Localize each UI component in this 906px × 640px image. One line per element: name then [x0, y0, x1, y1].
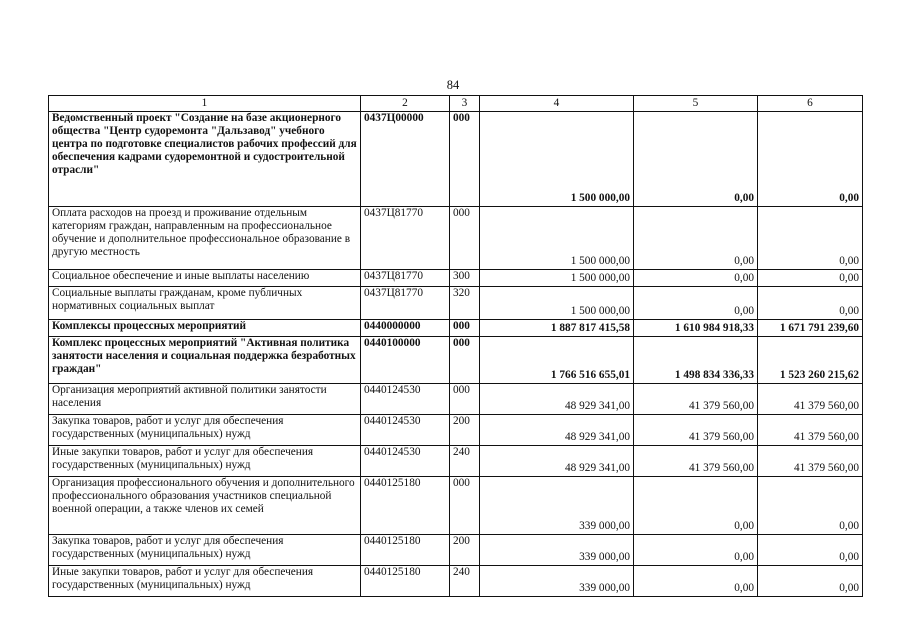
row-name-cell: Иные закупки товаров, работ и услуг для обеспечения государственных (муниципальных) нужд [49, 566, 361, 597]
row-value-3-cell: 0,00 [758, 566, 863, 597]
row-type-cell: 200 [450, 535, 480, 566]
row-value-1-cell: 1 766 516 655,01 [480, 337, 634, 384]
row-name-cell: Оплата расходов на проезд и проживание отдельным категориям граждан, направленным на профессиональное обучение и дополнительное профессиональное образование в другую местность [49, 207, 361, 270]
row-value-2-cell: 0,00 [634, 566, 758, 597]
row-type-cell: 240 [450, 566, 480, 597]
row-name-cell: Социальные выплаты гражданам, кроме публичных нормативных социальных выплат [49, 287, 361, 320]
row-type-cell: 240 [450, 446, 480, 477]
row-type-cell: 000 [450, 112, 480, 207]
row-value-3-cell: 41 379 560,00 [758, 446, 863, 477]
row-type-cell: 200 [450, 415, 480, 446]
row-value-2-cell: 41 379 560,00 [634, 415, 758, 446]
row-value-3-cell: 0,00 [758, 270, 863, 287]
row-value-1-cell: 48 929 341,00 [480, 446, 634, 477]
page-number: 84 [446, 78, 460, 92]
row-name-cell: Закупка товаров, работ и услуг для обеспечения государственных (муниципальных) нужд [49, 535, 361, 566]
row-type-cell: 000 [450, 337, 480, 384]
row-value-2-cell: 41 379 560,00 [634, 446, 758, 477]
row-value-2-cell: 41 379 560,00 [634, 384, 758, 415]
row-value-3-cell: 41 379 560,00 [758, 415, 863, 446]
row-value-1-cell: 48 929 341,00 [480, 384, 634, 415]
row-name-cell: Организация мероприятий активной политики занятости населения [49, 384, 361, 415]
row-value-3-cell: 0,00 [758, 477, 863, 535]
row-value-3-cell: 0,00 [758, 112, 863, 207]
table-row [49, 535, 863, 566]
row-value-1-cell: 1 500 000,00 [480, 207, 634, 270]
table-row [49, 477, 863, 535]
row-name-cell: Комплексы процессных мероприятий [49, 320, 361, 337]
row-value-1-cell: 1 887 817 415,58 [480, 320, 634, 337]
column-header-5: 5 [634, 96, 758, 112]
row-value-1-cell: 339 000,00 [480, 535, 634, 566]
row-value-2-cell: 0,00 [634, 477, 758, 535]
column-header-2: 2 [361, 96, 450, 112]
row-name-cell: Социальное обеспечение и иные выплаты населению [49, 270, 361, 287]
row-value-2-cell: 0,00 [634, 112, 758, 207]
row-value-1-cell: 339 000,00 [480, 566, 634, 597]
row-type-cell: 000 [450, 207, 480, 270]
row-code-cell: 0440124530 [361, 384, 450, 415]
table-row [49, 566, 863, 597]
row-value-2-cell: 0,00 [634, 270, 758, 287]
column-header-4: 4 [480, 96, 634, 112]
table-row [49, 320, 863, 337]
row-code-cell: 0440125180 [361, 535, 450, 566]
row-value-1-cell: 1 500 000,00 [480, 287, 634, 320]
row-value-3-cell: 0,00 [758, 535, 863, 566]
row-type-cell: 320 [450, 287, 480, 320]
budget-table [48, 95, 863, 597]
column-header-3: 3 [450, 96, 480, 112]
table-row [49, 384, 863, 415]
row-value-2-cell: 1 610 984 918,33 [634, 320, 758, 337]
row-value-1-cell: 1 500 000,00 [480, 112, 634, 207]
row-value-3-cell: 0,00 [758, 207, 863, 270]
row-value-3-cell: 1 671 791 239,60 [758, 320, 863, 337]
table-row [49, 446, 863, 477]
row-type-cell: 000 [450, 477, 480, 535]
row-code-cell: 0437Ц81770 [361, 270, 450, 287]
table-row [49, 270, 863, 287]
row-value-3-cell: 41 379 560,00 [758, 384, 863, 415]
table-header-row [49, 96, 863, 112]
column-header-1: 1 [49, 96, 361, 112]
row-type-cell: 000 [450, 320, 480, 337]
row-code-cell: 0437Ц81770 [361, 207, 450, 270]
row-value-3-cell: 0,00 [758, 287, 863, 320]
table-row [49, 112, 863, 207]
row-type-cell: 300 [450, 270, 480, 287]
row-code-cell: 0437Ц00000 [361, 112, 450, 207]
row-value-1-cell: 48 929 341,00 [480, 415, 634, 446]
row-value-1-cell: 1 500 000,00 [480, 270, 634, 287]
row-value-3-cell: 1 523 260 215,62 [758, 337, 863, 384]
row-name-cell: Закупка товаров, работ и услуг для обеспечения государственных (муниципальных) нужд [49, 415, 361, 446]
row-name-cell: Ведомственный проект "Создание на базе акционерного общества "Центр судоремонта "Дальзавод" учебного центра по подготовке специалистов рабочих профессий для обеспечения кадрами судоремонтной и судостроительной отрасли" [49, 112, 361, 207]
row-value-2-cell: 0,00 [634, 207, 758, 270]
table-row [49, 207, 863, 270]
row-code-cell: 0440124530 [361, 415, 450, 446]
row-value-2-cell: 0,00 [634, 535, 758, 566]
row-value-2-cell: 1 498 834 336,33 [634, 337, 758, 384]
row-code-cell: 0440000000 [361, 320, 450, 337]
row-value-1-cell: 339 000,00 [480, 477, 634, 535]
table-row [49, 287, 863, 320]
row-type-cell: 000 [450, 384, 480, 415]
row-code-cell: 0440124530 [361, 446, 450, 477]
row-name-cell: Организация профессионального обучения и дополнительного профессионального образования участников специальной военной операции, а также членов их семей [49, 477, 361, 535]
row-code-cell: 0440100000 [361, 337, 450, 384]
row-value-2-cell: 0,00 [634, 287, 758, 320]
row-code-cell: 0437Ц81770 [361, 287, 450, 320]
row-name-cell: Иные закупки товаров, работ и услуг для обеспечения государственных (муниципальных) нужд [49, 446, 361, 477]
row-code-cell: 0440125180 [361, 477, 450, 535]
table-row [49, 337, 863, 384]
row-code-cell: 0440125180 [361, 566, 450, 597]
column-header-6: 6 [758, 96, 863, 112]
row-name-cell: Комплекс процессных мероприятий "Активная политика занятости населения и социальная поддержка безработных граждан" [49, 337, 361, 384]
table-row [49, 415, 863, 446]
